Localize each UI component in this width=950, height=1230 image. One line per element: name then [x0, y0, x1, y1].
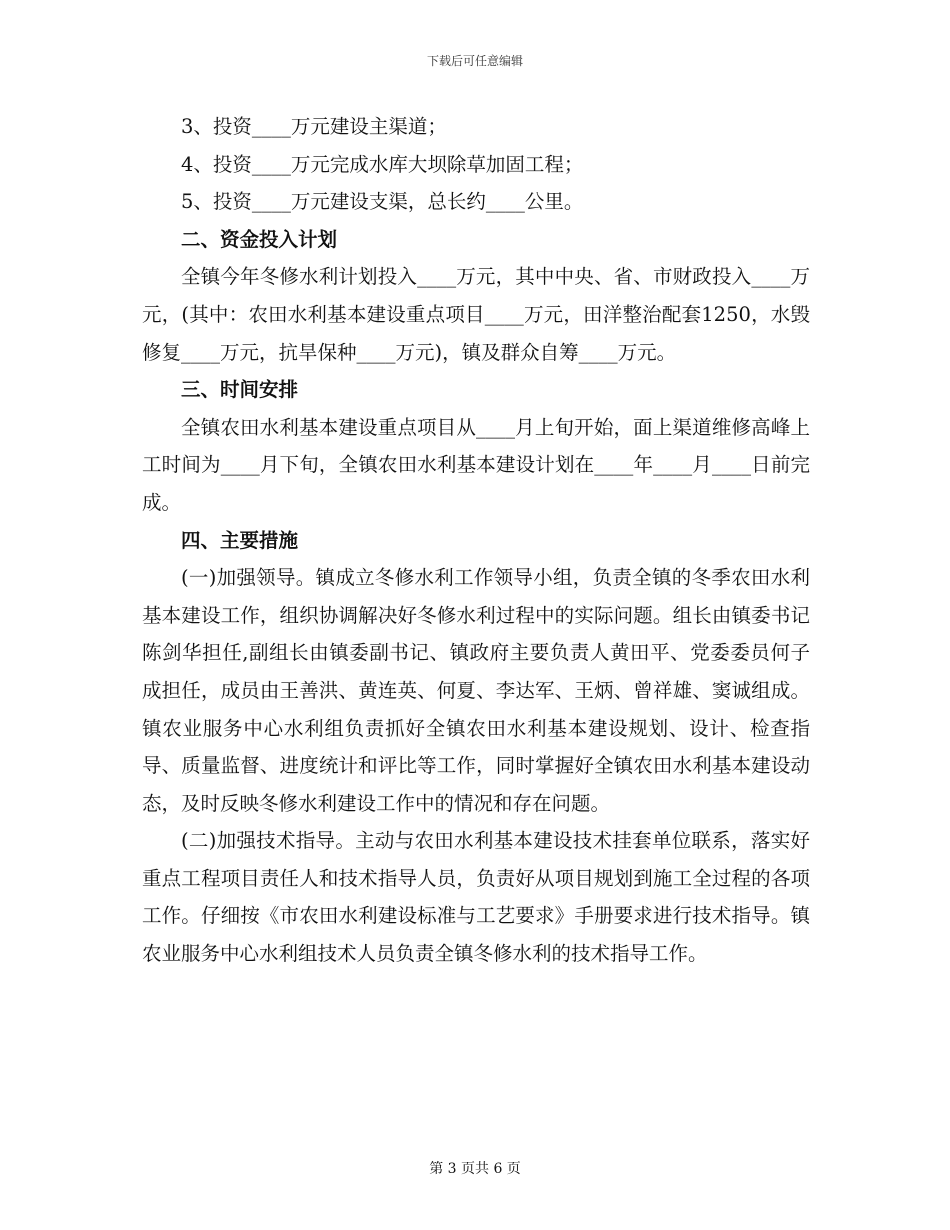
paragraph-measure-leadership: (一)加强领导。镇成立冬修水利工作领导小组，负责全镇的冬季农田水利基本建设工作，组织协调解决好冬修水利过程中的实际问题。组长由镇委书记陈剑华担任,副组长由镇委副书记、镇政府主要负责人黄田平、党委委员何子成担任，成员由王善洪、黄连英、何夏、李达军、王炳、曾祥雄、窦诚组成。镇农业服务中心水利组负责抓好全镇农田水利基本建设规划、设计、检查指导、质量监督、进度统计和评比等工作，同时掌握好全镇农田水利基本建设动态，及时反映冬修水利建设工作中的情况和存在问题。 [142, 566, 810, 815]
list-item-4: 4、投资____万元完成水库大坝除草加固工程； [181, 152, 584, 176]
page-footer: 第 3 页共 6 页 [429, 1161, 521, 1177]
paragraph-schedule: 全镇农田水利基本建设重点项目从____月上旬开始，面上渠道维修高峰上工时间为____月下旬，全镇农田水利基本建设计划在____年____月____日前完成。 [142, 415, 810, 514]
page-header: 下载后可任意编辑 [426, 54, 523, 68]
paragraph-funding: 全镇今年冬修水利计划投入____万元，其中中央、省、市财政投入____万元，(其中：农田水利基本建设重点项目____万元，田洋整治配套1250，水毁修复____万元，抗旱保种____万元)，镇及群众自筹____万元。 [142, 265, 810, 364]
list-item-3: 3、投资____万元建设主渠道； [181, 115, 447, 138]
paragraph-measure-technical: (二)加强技术指导。主动与农田水利基本建设技术挂套单位联系，落实好重点工程项目责任人和技术指导人员，负责好从项目规划到施工全过程的各项工作。仔细按《市农田水利建设标准与工艺要求》手册要求进行技术指导。镇农业服务中心水利组技术人员负责全镇冬修水利的技术指导工作。 [142, 829, 810, 966]
document-body [142, 108, 810, 973]
section-heading-schedule: 三、时间安排 [181, 378, 299, 402]
section-heading-funding: 二、资金投入计划 [181, 227, 338, 251]
section-heading-measures: 四、主要措施 [181, 528, 299, 552]
list-item-5: 5、投资____万元建设支渠，总长约____公里。 [181, 190, 584, 214]
